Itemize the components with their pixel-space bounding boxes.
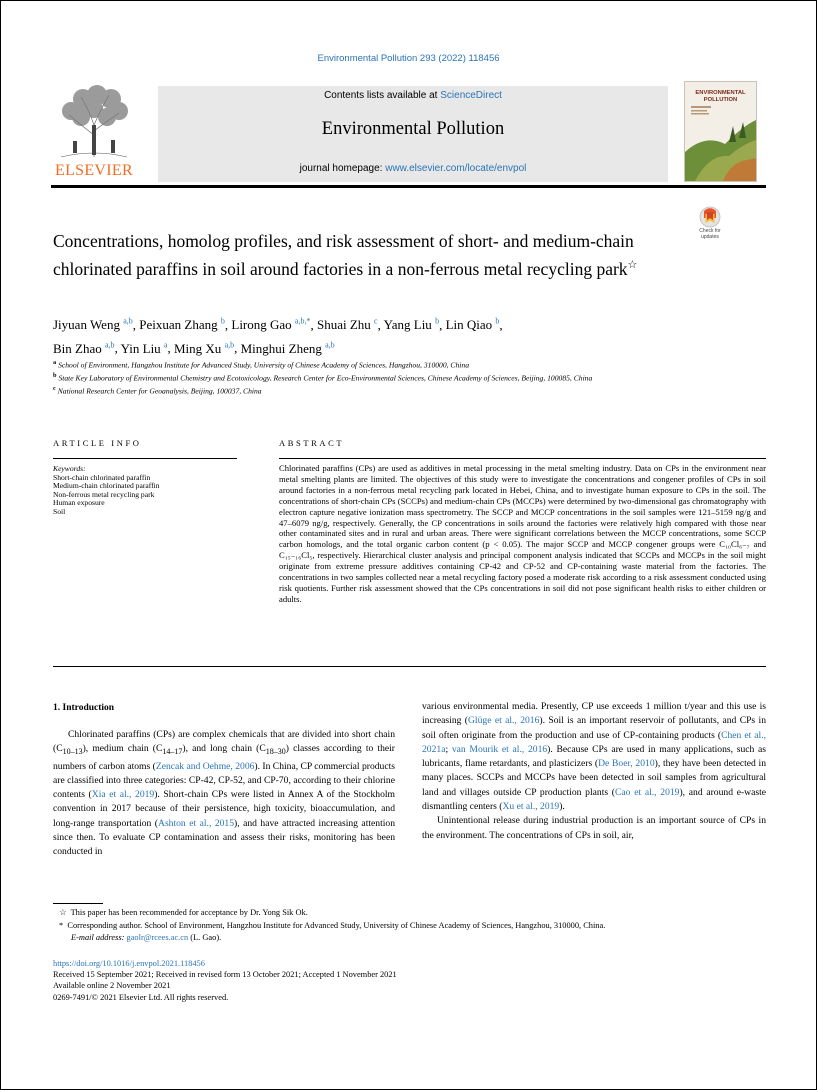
author[interactable]: [174, 341, 234, 356]
title-footnote-mark[interactable]: ☆: [627, 258, 638, 271]
footnote-line: [59, 920, 769, 932]
footnote-email-line: [59, 932, 769, 944]
received-dates: Received 15 September 2021; Received in revised form 13 October 2021; Accepted 1 November 2021: [53, 970, 397, 980]
elsevier-logo: [51, 85, 137, 183]
cover-image-icon: [685, 82, 756, 181]
journal-reference-link[interactable]: Environmental Pollution 293 (2022) 118456: [317, 53, 500, 64]
text-run: ). Short-chain CPs were listed in Annex A of the Stockholm convention in 2017 because of their persistence, high toxicity, bioaccumulation, and long-range transportation (: [53, 789, 395, 829]
text-run: ). Soil is an important reservoir of pollutants, and CPs in soil often originate from the production and use of CP-containing products (: [422, 715, 766, 741]
author-affiliation-mark[interactable]: a,b: [224, 340, 235, 350]
cover-title-line-1: ENVIRONMENTAL: [695, 90, 746, 96]
author-name: Minghui Zheng: [240, 340, 322, 356]
author-affiliation-mark[interactable]: a,b: [123, 317, 133, 326]
affiliation: [53, 358, 693, 371]
author[interactable]: [446, 317, 500, 332]
affiliation-key: c: [53, 385, 56, 393]
check-updates-icon: [691, 206, 729, 230]
author-name: Lirong Gao: [231, 317, 292, 333]
footnote-recommendation: [59, 907, 766, 919]
author-affiliation-mark[interactable]: a,b,*: [294, 317, 311, 326]
online-date: Available online 2 November 2021: [53, 981, 171, 991]
homepage-line: [158, 163, 668, 174]
citation-link[interactable]: De Boer, 2010: [598, 758, 655, 770]
author-affiliation-mark[interactable]: b: [435, 317, 440, 326]
author-name: Bin Zhao: [53, 340, 102, 356]
affiliation-text: State Key Laboratory of Environmental Chemistry and Ecotoxicology, Research Center for Eco-Environmental Sciences, Chinese Academy of Sciences, Beijing, 100085, China: [58, 373, 593, 383]
citation-link[interactable]: Glüge et al., 2016: [468, 715, 540, 727]
author-name: Shuai Zhu: [316, 317, 371, 333]
keyword: Short-chain chlorinated paraffin: [53, 472, 151, 482]
affiliation-text: National Research Center for Geoanalysis, Beijing, 100037, China: [57, 386, 262, 396]
subscript: 10–13: [62, 747, 83, 757]
author-name: Lin Qiao: [445, 317, 493, 333]
citation-link[interactable]: Cao et al., 2019: [615, 786, 680, 798]
author-affiliation-mark[interactable]: c: [374, 317, 378, 326]
body-paragraph: [53, 728, 395, 860]
check-updates-line-1: Check for: [699, 228, 721, 234]
keyword: Medium-chain chlorinated paraffin: [53, 481, 160, 490]
author[interactable]: [121, 341, 168, 356]
text-run: ).: [559, 801, 565, 813]
author[interactable]: [317, 317, 378, 332]
affiliation: [53, 371, 693, 384]
citation-link[interactable]: Chen et al., 2021a: [422, 729, 766, 755]
affiliation: [53, 384, 693, 397]
author[interactable]: [241, 341, 335, 356]
email-link[interactable]: gaolr@rcees.ac.cn: [126, 932, 189, 942]
author-name: Jiyuan Weng: [53, 317, 120, 333]
elsevier-tree-icon: [51, 85, 137, 161]
author[interactable]: [231, 317, 310, 332]
affiliation-text: School of Environment, Hangzhou Institute for Advanced Study, University of Chinese Academy of Sciences, Hangzhou, 310000, China: [58, 360, 469, 370]
introduction-heading: 1. Introduction: [53, 703, 115, 713]
footnote-mark: ☆: [59, 908, 67, 917]
email-label: E-mail address:: [71, 932, 127, 942]
body-column-left: [53, 728, 395, 860]
body-column-right: [422, 700, 766, 843]
text-run: Chlorinated paraffins (CPs) are complex chemicals that are divided into short chain (C: [53, 729, 395, 755]
homepage-prefix: journal homepage:: [299, 163, 386, 174]
article-title: [53, 230, 653, 281]
author-affiliation-mark[interactable]: a,b: [105, 340, 115, 350]
text-run: ;: [445, 743, 452, 755]
footnote-rule: [53, 903, 103, 904]
article-metadata: [53, 958, 397, 1003]
keyword: Non-ferrous metal recycling park: [53, 489, 155, 499]
keyword: Human exposure: [53, 498, 105, 507]
elsevier-wordmark: ELSEVIER: [55, 162, 133, 179]
footnote-text: Corresponding author. School of Environment, Hangzhou Institute for Advanced Study, University of Chinese Academy of Sciences, Hangzhou, 310000, China.: [67, 921, 606, 930]
citation-link[interactable]: Xu et al., 2019: [502, 801, 560, 813]
text-run: ), and have attracted increasing attention since then. To evaluate CP contamination and assess their risks, monitoring has been conducted in: [53, 817, 395, 858]
author-affiliation-mark[interactable]: b: [220, 317, 225, 326]
keyword: Soil: [53, 506, 66, 516]
affiliations: [53, 358, 693, 397]
sciencedirect-link[interactable]: ScienceDirect: [440, 90, 502, 101]
cover-title-line-2: POLLUTION: [703, 96, 738, 103]
text-run: ), and around e-waste dismantling centers (: [422, 786, 767, 813]
abstract-rule-bottom: [53, 666, 766, 667]
header-rule: [51, 185, 766, 188]
email-suffix: (L. Gao).: [188, 932, 222, 942]
author-affiliation-mark[interactable]: a,b: [325, 340, 335, 350]
affiliation-key: a: [53, 359, 57, 366]
body-paragraph: Unintentional release during industrial production is an important source of CPs in the environment. The concentrations of CPs in soil, air,: [422, 815, 766, 841]
footnote-corresponding-author: [59, 920, 769, 944]
citation-link[interactable]: van Mourik et al., 2016: [451, 743, 548, 755]
body-paragraph: [422, 700, 766, 814]
author-list: Jiyuan Weng $^{a,b}$, Peixuan Zhang $^b$, Lirong Gao $^{a,b,*}$, Shuai Zhu $^c$, Yang Liu $^b$, Lin Qiao $^b$, Bin Zhao $^{a,b}$, Yin Liu $^a$, Ming Xu $^{a,b}$, Minghui Zheng $^{a,b}$: [53, 317, 503, 356]
text-run: various environmental media. Presently, CP use exceeds 1 million t/year and this use is increasing (: [422, 701, 766, 727]
homepage-link[interactable]: www.elsevier.com/locate/envpol: [385, 163, 527, 174]
text-run: ), and long chain (C: [182, 743, 266, 755]
author-name: Ming Xu: [174, 340, 222, 356]
text-run: ) classes according to their numbers of carbon atoms (: [53, 743, 395, 772]
citation-link[interactable]: Xia et al., 2019: [91, 789, 155, 801]
author-name: Yin Liu: [120, 340, 161, 356]
keywords-label: Keywords:: [53, 464, 86, 473]
check-updates-line-2: updates: [701, 233, 719, 240]
author[interactable]: [139, 317, 225, 332]
journal-banner: [158, 86, 668, 182]
footnote-mark: *: [59, 921, 64, 930]
text-run: ), they have been detected in many places. SCCPs and MCCPs have been detected in soil samples from agricultural land and villages outside CP production plants (: [422, 758, 767, 798]
article-info-rule: [53, 458, 237, 459]
contents-line: [158, 90, 668, 101]
abstract-heading: ABSTRACT: [279, 438, 345, 448]
author-affiliation-mark[interactable]: a: [163, 340, 168, 350]
journal-title: Environmental Pollution: [321, 119, 505, 139]
author[interactable]: [53, 317, 133, 332]
text-run: ), medium chain (C: [82, 743, 163, 755]
author-name: Yang Liu: [383, 317, 432, 333]
text-run: ). In China, CP commercial products are classified into three categories: CP-42, CP-52, and CP-70, according to their chlorine contents (: [53, 760, 396, 801]
abstract-text: Chlorinated paraffins (CPs) are used as additives in metal processing in the metal smelting industry. Data on CPs in the environment near metal smelting plants are limited. The objectives of this study were to investigate the concentrations and congener profiles of CPs in soil around factories in a non-ferrous metal recycling park located in Hebei, China, and to investigate human exposure to CPs in the soil. The concentrations of short-chain CPs (SCCPs) and medium-chain CPs (MCCPs) were determined by two-dimensional gas chromatography with electron capture negative ionization mass spectrometry. The SCCP and MCCP concentrations in the soil samples were 121–5159 ng/g and 47–6079 ng/g, respectively. Generally, the CP concentrations in soils around the factories were relatively high compared with those near other contaminated sites and in rural and urban areas. There were significant correlations between the MCCP concentrations, some SCCP carbon homologs, and the total organic carbon content (p < 0.05). The major SCCP and MCCP congener groups were C₁₀Cl₆₋₇ and C₁₅₋₁₆Cl₅, respectively. Hierarchical cluster analysis and principal component analysis indicated that SCCPs and MCCPs in the soil might originate from extreme pressure additives containing CP-42 and CP-52 and CP-containing waste material from the factories. The concentrations in two samples collected near a metal recycling factory posed a moderate risk according to a risk assessment conducted using risk quotients. Further risk assessment showed that the CPs concentrations in soil did not pose significant health risks to either children or adults.: [279, 463, 766, 604]
author-affiliation-mark[interactable]: b: [495, 317, 500, 326]
doi-link[interactable]: https://doi.org/10.1016/j.envpol.2021.118456: [53, 959, 205, 968]
citation-link[interactable]: Ashton et al., 2015: [158, 817, 235, 829]
check-updates-label: [691, 229, 729, 240]
contents-prefix: Contents lists available at: [324, 90, 441, 101]
text-run: ). Because CPs are used in many applications, such as lubricants, flame retardants, and plasticizers (: [422, 743, 767, 770]
keywords-block: [53, 465, 233, 516]
author[interactable]: [53, 341, 115, 356]
article-info-heading: ARTICLE INFO: [53, 438, 142, 448]
journal-cover-thumbnail[interactable]: [684, 81, 757, 182]
subscript: 14–17: [162, 747, 183, 757]
author-name: Peixuan Zhang: [139, 317, 218, 333]
copyright: 0269-7491/© 2021 Elsevier Ltd. All rights reserved.: [53, 992, 229, 1002]
abstract-rule-top: [279, 458, 766, 459]
citation-link[interactable]: Zencak and Oehme, 2006: [155, 760, 255, 772]
subscript: 18–30: [265, 747, 286, 757]
article-title-text: Concentrations, homolog profiles, and risk assessment of short- and medium-chain chlorinated paraffins in soil around factories in a non-ferrous metal recycling park: [53, 231, 634, 279]
affiliation-key: b: [53, 372, 57, 380]
author[interactable]: [384, 317, 439, 332]
footnote-text: This paper has been recommended for acceptance by Dr. Yong Sik Ok.: [70, 908, 308, 917]
check-for-updates-button[interactable]: [691, 206, 729, 246]
